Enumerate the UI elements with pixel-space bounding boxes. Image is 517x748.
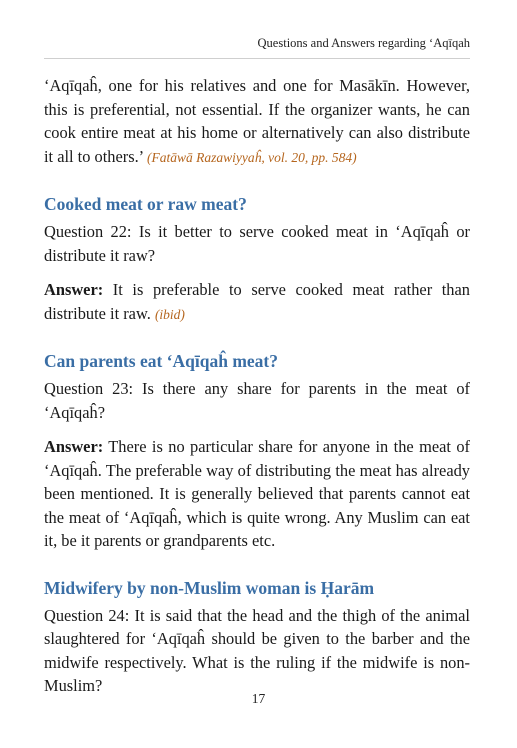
question-23-label: Question 23: xyxy=(44,379,134,398)
page-number: 17 xyxy=(251,691,266,706)
answer-22-label: Answer: xyxy=(44,280,104,299)
header-divider xyxy=(44,58,470,59)
heading-parents-meat: Can parents eat ‘Aqīqaĥ meat? xyxy=(44,351,278,371)
heading-midwifery: Midwifery by non-Muslim woman is Ḥarām xyxy=(44,577,375,598)
question-22-text: Is it better to serve cooked meat in ‘Aqīqaĥ or distribute it raw? xyxy=(44,222,471,265)
answer-23 xyxy=(44,435,470,553)
question-24-text: It is said that the head and the thigh of the animal slaughtered for ‘Aqīqaĥ should be given to the barber and the midwife respectively. What is the ruling if the midwife is non-Muslim? xyxy=(44,605,470,695)
question-24-label: Question 24: xyxy=(44,605,130,625)
heading-cooked-meat: Cooked meat or raw meat? xyxy=(44,194,247,214)
question-23 xyxy=(44,377,470,424)
question-23-text: Is there any share for parents in the meat of ‘Aqīqaĥ? xyxy=(44,379,470,422)
answer-23-label: Answer: xyxy=(44,437,104,456)
question-22-label: Question 22: xyxy=(44,222,132,241)
running-header: Questions and Answers regarding ‘Aqīqah xyxy=(257,36,470,50)
intro-text: ‘Aqīqaĥ, one for his relatives and one for Masākīn. However, this is preferential, not essential. If the organizer wants, he can cook entire meat at his home or alternatively can also distribute it all to others.’ xyxy=(44,76,470,166)
answer-22 xyxy=(44,278,470,326)
page-body xyxy=(44,74,470,698)
question-22 xyxy=(44,220,470,267)
intro-paragraph xyxy=(44,74,470,169)
answer-23-text: There is no particular share for anyone in the meat of ‘Aqīqaĥ. The preferable way of distributing the meat has already been mentioned. It is generally believed that parents cannot eat the meat of ‘Aqīqaĥ, which is quite wrong. Any Muslim can eat it, be it parents or grandparents etc. xyxy=(44,437,470,550)
question-24 xyxy=(44,604,470,698)
intro-reference: (Fatāwā Razawiyyaĥ, vol. 20, pp. 584) xyxy=(147,149,357,165)
answer-22-reference: (ibid) xyxy=(154,306,185,322)
answer-22-text: It is preferable to serve cooked meat rather than distribute it raw. xyxy=(44,280,470,323)
